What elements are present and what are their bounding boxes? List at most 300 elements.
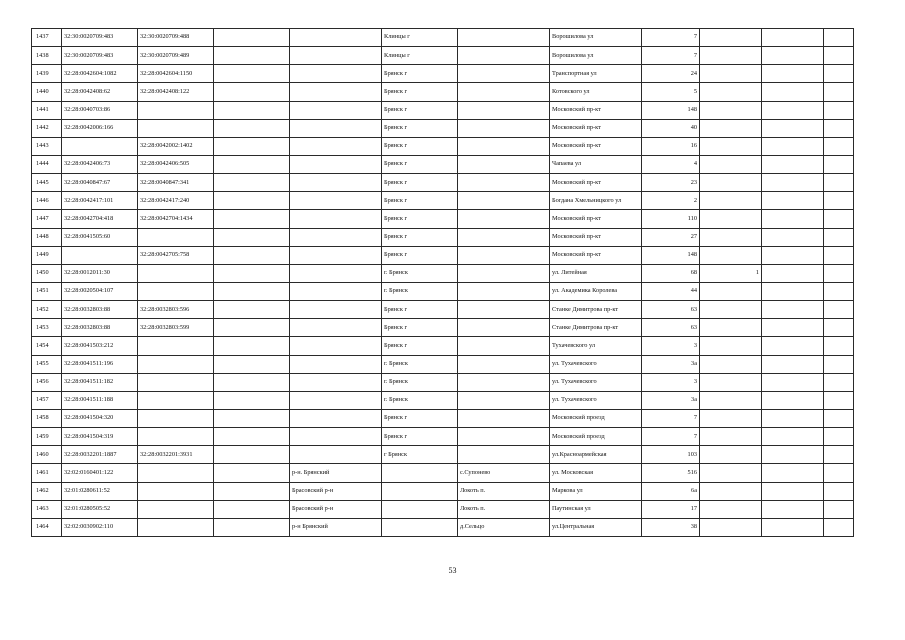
row-number-cell: 1448 xyxy=(32,228,62,246)
settlement-cell xyxy=(458,282,550,300)
cadastral-number-cell: 32:28:0041511:196 xyxy=(62,355,138,373)
table-row xyxy=(32,264,854,282)
district-cell xyxy=(290,210,382,228)
city-cell: Брянск г xyxy=(382,246,458,264)
row-number-cell: 1449 xyxy=(32,246,62,264)
room-cadastral-number-cell xyxy=(138,228,214,246)
city-cell xyxy=(382,464,458,482)
city-cell xyxy=(382,482,458,500)
table-row xyxy=(32,446,854,464)
house-number-cell: 7 xyxy=(642,47,700,65)
column-4-cell xyxy=(214,282,290,300)
street-cell: Котовского ул xyxy=(550,83,642,101)
city-cell xyxy=(382,500,458,518)
column-12-cell xyxy=(824,428,854,446)
street-cell: Московский пр-кт xyxy=(550,101,642,119)
row-number-cell: 1445 xyxy=(32,174,62,192)
room-cadastral-number-cell: 32:28:0032803:599 xyxy=(138,319,214,337)
city-cell: Брянск г xyxy=(382,301,458,319)
row-number-cell: 1444 xyxy=(32,155,62,173)
column-12-cell xyxy=(824,301,854,319)
settlement-cell: Локоть п. xyxy=(458,482,550,500)
settlement-cell xyxy=(458,192,550,210)
column-12-cell xyxy=(824,29,854,47)
table-row xyxy=(32,319,854,337)
column-11-cell xyxy=(762,137,824,155)
district-cell xyxy=(290,319,382,337)
settlement-cell: с.Супонево xyxy=(458,464,550,482)
column-4-cell xyxy=(214,228,290,246)
column-4-cell xyxy=(214,337,290,355)
row-number-cell: 1454 xyxy=(32,337,62,355)
row-number-cell: 1446 xyxy=(32,192,62,210)
table-row xyxy=(32,83,854,101)
room-cadastral-number-cell xyxy=(138,464,214,482)
row-number-cell: 1455 xyxy=(32,355,62,373)
column-4-cell xyxy=(214,210,290,228)
column-12-cell xyxy=(824,391,854,409)
table-row xyxy=(32,29,854,47)
row-number-cell: 1459 xyxy=(32,428,62,446)
column-12-cell xyxy=(824,464,854,482)
city-cell: г Брянск xyxy=(382,446,458,464)
column-11-cell xyxy=(762,409,824,427)
column-10-cell: 1 xyxy=(700,264,762,282)
street-cell: Богдана Хмельницкого ул xyxy=(550,192,642,210)
house-number-cell: 3 xyxy=(642,373,700,391)
street-cell: ул. Московская xyxy=(550,464,642,482)
column-11-cell xyxy=(762,264,824,282)
row-number-cell: 1463 xyxy=(32,500,62,518)
column-4-cell xyxy=(214,301,290,319)
settlement-cell xyxy=(458,428,550,446)
city-cell: г. Брянск xyxy=(382,373,458,391)
row-number-cell: 1461 xyxy=(32,464,62,482)
settlement-cell xyxy=(458,228,550,246)
district-cell xyxy=(290,101,382,119)
street-cell: ул. Тухачевского xyxy=(550,373,642,391)
column-11-cell xyxy=(762,174,824,192)
city-cell: Брянск г xyxy=(382,65,458,83)
settlement-cell xyxy=(458,409,550,427)
column-10-cell xyxy=(700,174,762,192)
column-4-cell xyxy=(214,101,290,119)
page-number: 53 xyxy=(448,566,457,575)
city-cell: Брянск г xyxy=(382,155,458,173)
column-10-cell xyxy=(700,65,762,83)
district-cell: р-н Брянский xyxy=(290,518,382,536)
district-cell: Брасовский р-н xyxy=(290,482,382,500)
row-number-cell: 1441 xyxy=(32,101,62,119)
settlement-cell xyxy=(458,155,550,173)
column-4-cell xyxy=(214,137,290,155)
settlement-cell xyxy=(458,337,550,355)
room-cadastral-number-cell xyxy=(138,355,214,373)
city-cell: Брянск г xyxy=(382,210,458,228)
column-10-cell xyxy=(700,228,762,246)
street-cell: Станке Димитрова пр-кт xyxy=(550,319,642,337)
column-11-cell xyxy=(762,65,824,83)
column-10-cell xyxy=(700,246,762,264)
room-cadastral-number-cell: 32:28:0032201:3931 xyxy=(138,446,214,464)
room-cadastral-number-cell xyxy=(138,482,214,500)
room-cadastral-number-cell: 32:28:0042604:1150 xyxy=(138,65,214,83)
house-number-cell: 63 xyxy=(642,319,700,337)
column-11-cell xyxy=(762,119,824,137)
city-cell: Брянск г xyxy=(382,228,458,246)
room-cadastral-number-cell: 32:28:0042704:1434 xyxy=(138,210,214,228)
room-cadastral-number-cell: 32:30:0020709:489 xyxy=(138,47,214,65)
table-row xyxy=(32,464,854,482)
column-11-cell xyxy=(762,337,824,355)
house-number-cell: 3а xyxy=(642,355,700,373)
settlement-cell xyxy=(458,355,550,373)
room-cadastral-number-cell xyxy=(138,119,214,137)
cadastral-number-cell xyxy=(62,137,138,155)
district-cell xyxy=(290,264,382,282)
room-cadastral-number-cell xyxy=(138,264,214,282)
column-10-cell xyxy=(700,301,762,319)
column-11-cell xyxy=(762,29,824,47)
column-10-cell xyxy=(700,464,762,482)
column-4-cell xyxy=(214,355,290,373)
room-cadastral-number-cell xyxy=(138,409,214,427)
district-cell xyxy=(290,391,382,409)
settlement-cell xyxy=(458,446,550,464)
settlement-cell xyxy=(458,301,550,319)
column-11-cell xyxy=(762,155,824,173)
street-cell: Московский пр-кт xyxy=(550,137,642,155)
cadastral-number-cell: 32:28:0042406:73 xyxy=(62,155,138,173)
column-12-cell xyxy=(824,518,854,536)
column-12-cell xyxy=(824,83,854,101)
column-11-cell xyxy=(762,192,824,210)
row-number-cell: 1451 xyxy=(32,282,62,300)
column-10-cell xyxy=(700,337,762,355)
column-10-cell xyxy=(700,83,762,101)
row-number-cell: 1438 xyxy=(32,47,62,65)
column-4-cell xyxy=(214,264,290,282)
street-cell: Станке Димитрова пр-кт xyxy=(550,301,642,319)
column-10-cell xyxy=(700,446,762,464)
column-12-cell xyxy=(824,500,854,518)
column-10-cell xyxy=(700,29,762,47)
column-10-cell xyxy=(700,192,762,210)
row-number-cell: 1462 xyxy=(32,482,62,500)
column-12-cell xyxy=(824,337,854,355)
house-number-cell: 7 xyxy=(642,428,700,446)
column-11-cell xyxy=(762,500,824,518)
cadastral-number-cell: 32:28:0042704:418 xyxy=(62,210,138,228)
column-11-cell xyxy=(762,355,824,373)
cadastral-number-cell: 32:28:0041504:320 xyxy=(62,409,138,427)
city-cell: г. Брянск xyxy=(382,282,458,300)
table-row xyxy=(32,500,854,518)
street-cell: Чапаева ул xyxy=(550,155,642,173)
district-cell xyxy=(290,119,382,137)
table-row xyxy=(32,518,854,536)
house-number-cell: 7 xyxy=(642,29,700,47)
city-cell: Брянск г xyxy=(382,192,458,210)
cadastral-number-cell: 32:28:0041505:60 xyxy=(62,228,138,246)
column-12-cell xyxy=(824,119,854,137)
district-cell xyxy=(290,29,382,47)
column-4-cell xyxy=(214,500,290,518)
house-number-cell: 38 xyxy=(642,518,700,536)
table-row xyxy=(32,119,854,137)
column-4-cell xyxy=(214,47,290,65)
settlement-cell xyxy=(458,174,550,192)
cadastral-number-cell: 32:01:0280505:52 xyxy=(62,500,138,518)
district-cell xyxy=(290,373,382,391)
column-12-cell xyxy=(824,210,854,228)
house-number-cell: 27 xyxy=(642,228,700,246)
table-row xyxy=(32,47,854,65)
column-11-cell xyxy=(762,518,824,536)
column-11-cell xyxy=(762,101,824,119)
cadastral-number-cell: 32:01:0280611:52 xyxy=(62,482,138,500)
cadastral-number-cell: 32:28:0042006:166 xyxy=(62,119,138,137)
column-4-cell xyxy=(214,391,290,409)
house-number-cell: 23 xyxy=(642,174,700,192)
table-row xyxy=(32,282,854,300)
column-11-cell xyxy=(762,282,824,300)
table-row xyxy=(32,391,854,409)
settlement-cell xyxy=(458,391,550,409)
column-10-cell xyxy=(700,373,762,391)
column-10-cell xyxy=(700,119,762,137)
district-cell xyxy=(290,446,382,464)
settlement-cell xyxy=(458,29,550,47)
settlement-cell xyxy=(458,210,550,228)
cadastral-number-cell: 32:02:0160401:122 xyxy=(62,464,138,482)
room-cadastral-number-cell xyxy=(138,337,214,355)
house-number-cell: 3а xyxy=(642,391,700,409)
column-10-cell xyxy=(700,282,762,300)
column-12-cell xyxy=(824,264,854,282)
street-cell: Тухачевского ул xyxy=(550,337,642,355)
house-number-cell: 516 xyxy=(642,464,700,482)
column-12-cell xyxy=(824,174,854,192)
column-12-cell xyxy=(824,409,854,427)
room-cadastral-number-cell xyxy=(138,101,214,119)
column-10-cell xyxy=(700,409,762,427)
row-number-cell: 1460 xyxy=(32,446,62,464)
street-cell: Московский пр-кт xyxy=(550,210,642,228)
cadastral-number-cell: 32:28:0041511:188 xyxy=(62,391,138,409)
cadastral-number-cell: 32:28:0012011:30 xyxy=(62,264,138,282)
row-number-cell: 1447 xyxy=(32,210,62,228)
city-cell: Брянск г xyxy=(382,101,458,119)
city-cell: Клинцы г xyxy=(382,29,458,47)
column-4-cell xyxy=(214,192,290,210)
column-12-cell xyxy=(824,155,854,173)
row-number-cell: 1464 xyxy=(32,518,62,536)
house-number-cell: 110 xyxy=(642,210,700,228)
house-number-cell: 44 xyxy=(642,282,700,300)
street-cell: Паутинская ул xyxy=(550,500,642,518)
settlement-cell xyxy=(458,65,550,83)
district-cell xyxy=(290,246,382,264)
city-cell: Брянск г xyxy=(382,337,458,355)
column-4-cell xyxy=(214,373,290,391)
column-12-cell xyxy=(824,65,854,83)
district-cell xyxy=(290,355,382,373)
room-cadastral-number-cell: 32:28:0040847:341 xyxy=(138,174,214,192)
street-cell: ул. Академика Королева xyxy=(550,282,642,300)
house-number-cell: 6а xyxy=(642,482,700,500)
column-10-cell xyxy=(700,428,762,446)
settlement-cell xyxy=(458,373,550,391)
column-4-cell xyxy=(214,409,290,427)
room-cadastral-number-cell xyxy=(138,391,214,409)
table-row xyxy=(32,482,854,500)
column-10-cell xyxy=(700,391,762,409)
house-number-cell: 17 xyxy=(642,500,700,518)
column-4-cell xyxy=(214,428,290,446)
column-12-cell xyxy=(824,446,854,464)
house-number-cell: 68 xyxy=(642,264,700,282)
column-10-cell xyxy=(700,518,762,536)
cadastral-number-cell: 32:28:0032201:1887 xyxy=(62,446,138,464)
street-cell: Московский проезд xyxy=(550,409,642,427)
district-cell xyxy=(290,83,382,101)
column-11-cell xyxy=(762,210,824,228)
column-4-cell xyxy=(214,174,290,192)
room-cadastral-number-cell: 32:28:0042002:1402 xyxy=(138,137,214,155)
column-4-cell xyxy=(214,246,290,264)
city-cell xyxy=(382,518,458,536)
column-12-cell xyxy=(824,101,854,119)
district-cell xyxy=(290,174,382,192)
table-row xyxy=(32,301,854,319)
table-row xyxy=(32,101,854,119)
table-row xyxy=(32,428,854,446)
house-number-cell: 7 xyxy=(642,409,700,427)
column-11-cell xyxy=(762,464,824,482)
row-number-cell: 1439 xyxy=(32,65,62,83)
column-10-cell xyxy=(700,319,762,337)
register-table xyxy=(31,28,854,537)
cadastral-number-cell: 32:28:0040847:67 xyxy=(62,174,138,192)
column-11-cell xyxy=(762,319,824,337)
row-number-cell: 1442 xyxy=(32,119,62,137)
settlement-cell: д.Сельцо xyxy=(458,518,550,536)
city-cell: г. Брянск xyxy=(382,264,458,282)
city-cell: г. Брянск xyxy=(382,391,458,409)
city-cell: Клинцы г xyxy=(382,47,458,65)
column-12-cell xyxy=(824,319,854,337)
street-cell: Ворошилова ул xyxy=(550,47,642,65)
row-number-cell: 1457 xyxy=(32,391,62,409)
cadastral-number-cell: 32:02:0030902:110 xyxy=(62,518,138,536)
house-number-cell: 5 xyxy=(642,83,700,101)
row-number-cell: 1437 xyxy=(32,29,62,47)
house-number-cell: 3 xyxy=(642,337,700,355)
cadastral-number-cell: 32:28:0032803:88 xyxy=(62,301,138,319)
city-cell: Брянск г xyxy=(382,119,458,137)
room-cadastral-number-cell xyxy=(138,373,214,391)
city-cell: Брянск г xyxy=(382,428,458,446)
table-row xyxy=(32,373,854,391)
column-4-cell xyxy=(214,83,290,101)
column-12-cell xyxy=(824,192,854,210)
city-cell: Брянск г xyxy=(382,83,458,101)
table-row xyxy=(32,192,854,210)
room-cadastral-number-cell: 32:30:0020709:488 xyxy=(138,29,214,47)
settlement-cell xyxy=(458,83,550,101)
row-number-cell: 1443 xyxy=(32,137,62,155)
table-row xyxy=(32,355,854,373)
house-number-cell: 24 xyxy=(642,65,700,83)
column-12-cell xyxy=(824,228,854,246)
district-cell xyxy=(290,192,382,210)
column-11-cell xyxy=(762,228,824,246)
cadastral-number-cell: 32:28:0042408:62 xyxy=(62,83,138,101)
table-row xyxy=(32,337,854,355)
column-12-cell xyxy=(824,47,854,65)
district-cell xyxy=(290,428,382,446)
street-cell: Московский проезд xyxy=(550,428,642,446)
table-row xyxy=(32,409,854,427)
column-11-cell xyxy=(762,428,824,446)
column-4-cell xyxy=(214,29,290,47)
house-number-cell: 16 xyxy=(642,137,700,155)
table-row xyxy=(32,65,854,83)
column-12-cell xyxy=(824,355,854,373)
column-4-cell xyxy=(214,482,290,500)
district-cell xyxy=(290,65,382,83)
column-11-cell xyxy=(762,482,824,500)
table-row xyxy=(32,174,854,192)
column-4-cell xyxy=(214,464,290,482)
district-cell xyxy=(290,47,382,65)
cadastral-number-cell xyxy=(62,246,138,264)
row-number-cell: 1458 xyxy=(32,409,62,427)
row-number-cell: 1450 xyxy=(32,264,62,282)
cadastral-number-cell: 32:30:0020709:483 xyxy=(62,29,138,47)
column-12-cell xyxy=(824,482,854,500)
district-cell xyxy=(290,155,382,173)
settlement-cell xyxy=(458,47,550,65)
column-11-cell xyxy=(762,83,824,101)
settlement-cell xyxy=(458,246,550,264)
settlement-cell: Локоть п. xyxy=(458,500,550,518)
district-cell xyxy=(290,137,382,155)
column-12-cell xyxy=(824,282,854,300)
column-11-cell xyxy=(762,446,824,464)
house-number-cell: 63 xyxy=(642,301,700,319)
district-cell xyxy=(290,337,382,355)
street-cell: ул. Тухачевского xyxy=(550,355,642,373)
column-11-cell xyxy=(762,246,824,264)
street-cell: ул.Красноармейская xyxy=(550,446,642,464)
house-number-cell: 103 xyxy=(642,446,700,464)
street-cell: Московский пр-кт xyxy=(550,174,642,192)
column-10-cell xyxy=(700,47,762,65)
column-4-cell xyxy=(214,518,290,536)
table-row xyxy=(32,155,854,173)
cadastral-number-cell: 32:28:0040703:86 xyxy=(62,101,138,119)
city-cell: Брянск г xyxy=(382,319,458,337)
column-10-cell xyxy=(700,210,762,228)
room-cadastral-number-cell: 32:28:0032803:596 xyxy=(138,301,214,319)
district-cell xyxy=(290,282,382,300)
house-number-cell: 148 xyxy=(642,246,700,264)
column-4-cell xyxy=(214,65,290,83)
settlement-cell xyxy=(458,101,550,119)
column-4-cell xyxy=(214,155,290,173)
